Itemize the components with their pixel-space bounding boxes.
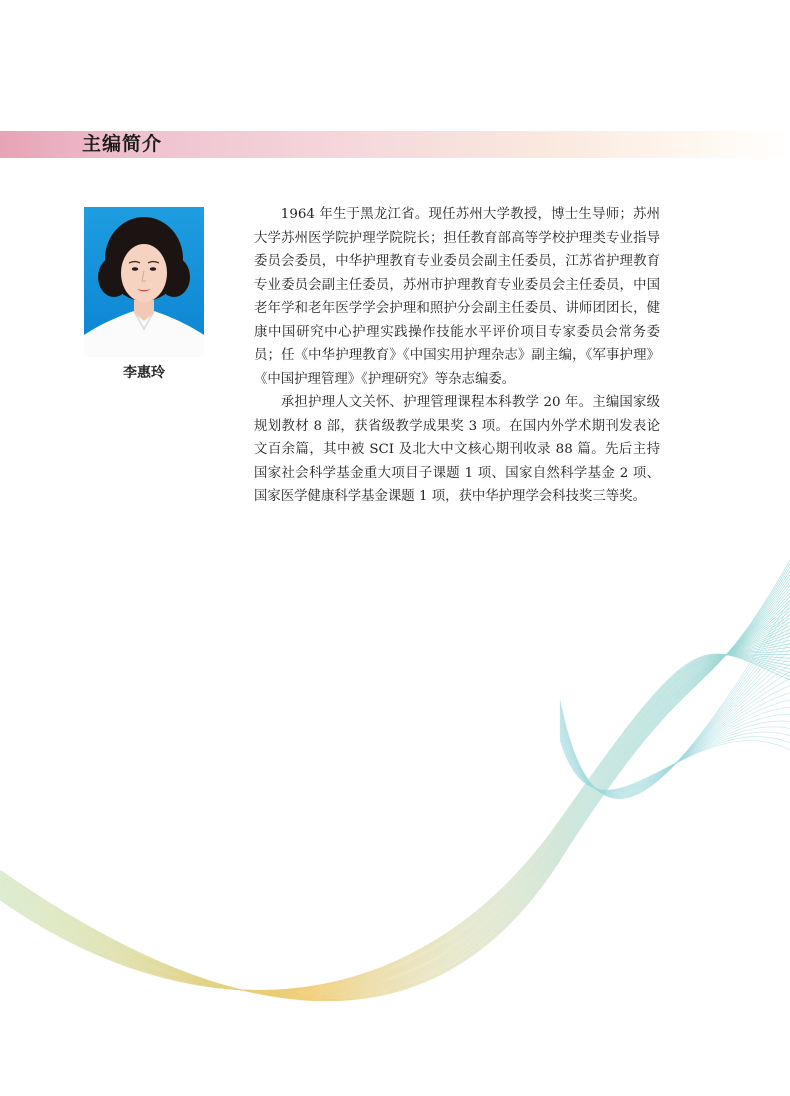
bio-paragraph: 1964 年生于黑龙江省。现任苏州大学教授，博士生导师；苏州大学苏州医学院护理学院院长；担任教育部高等学校护理类专业指导委员会委员，中华护理教育专业委员会副主任委员，江苏省护理教育专业委员会副主任委员，苏州市护理教育专业委员会主任委员，中国老年学和老年医学学会护理和照护分会副主任委员、讲师团团长，健康中国研究中心护理实践操作技能水平评价项目专家委员会常务委员；任《中华护理教育》《中国实用护理杂志》副主编，《军事护理》《中国护理管理》《护理研究》等杂志编委。 bbox=[254, 207, 660, 387]
editor-portrait bbox=[84, 207, 204, 357]
editor-bio bbox=[254, 203, 660, 509]
section-title: 主编简介 bbox=[82, 133, 163, 155]
editor-name: 李惠玲 bbox=[123, 365, 165, 381]
portrait-illustration bbox=[84, 207, 204, 357]
bio-paragraph: 承担护理人文关怀、护理管理课程本科教学 20 年。主编国家级规划教材 8 部，获省级教学成果奖 3 项。在国内外学术期刊发表论文百余篇，其中被 SCI 及北大中文核心期刊收录 88 篇。先后主持国家社会科学基金重大项目子课题 1 项、国家自然科学基金 2 项、国家医学健康科学基金课题 1 项，获中华护理学会科技奖三等奖。 bbox=[254, 395, 660, 504]
